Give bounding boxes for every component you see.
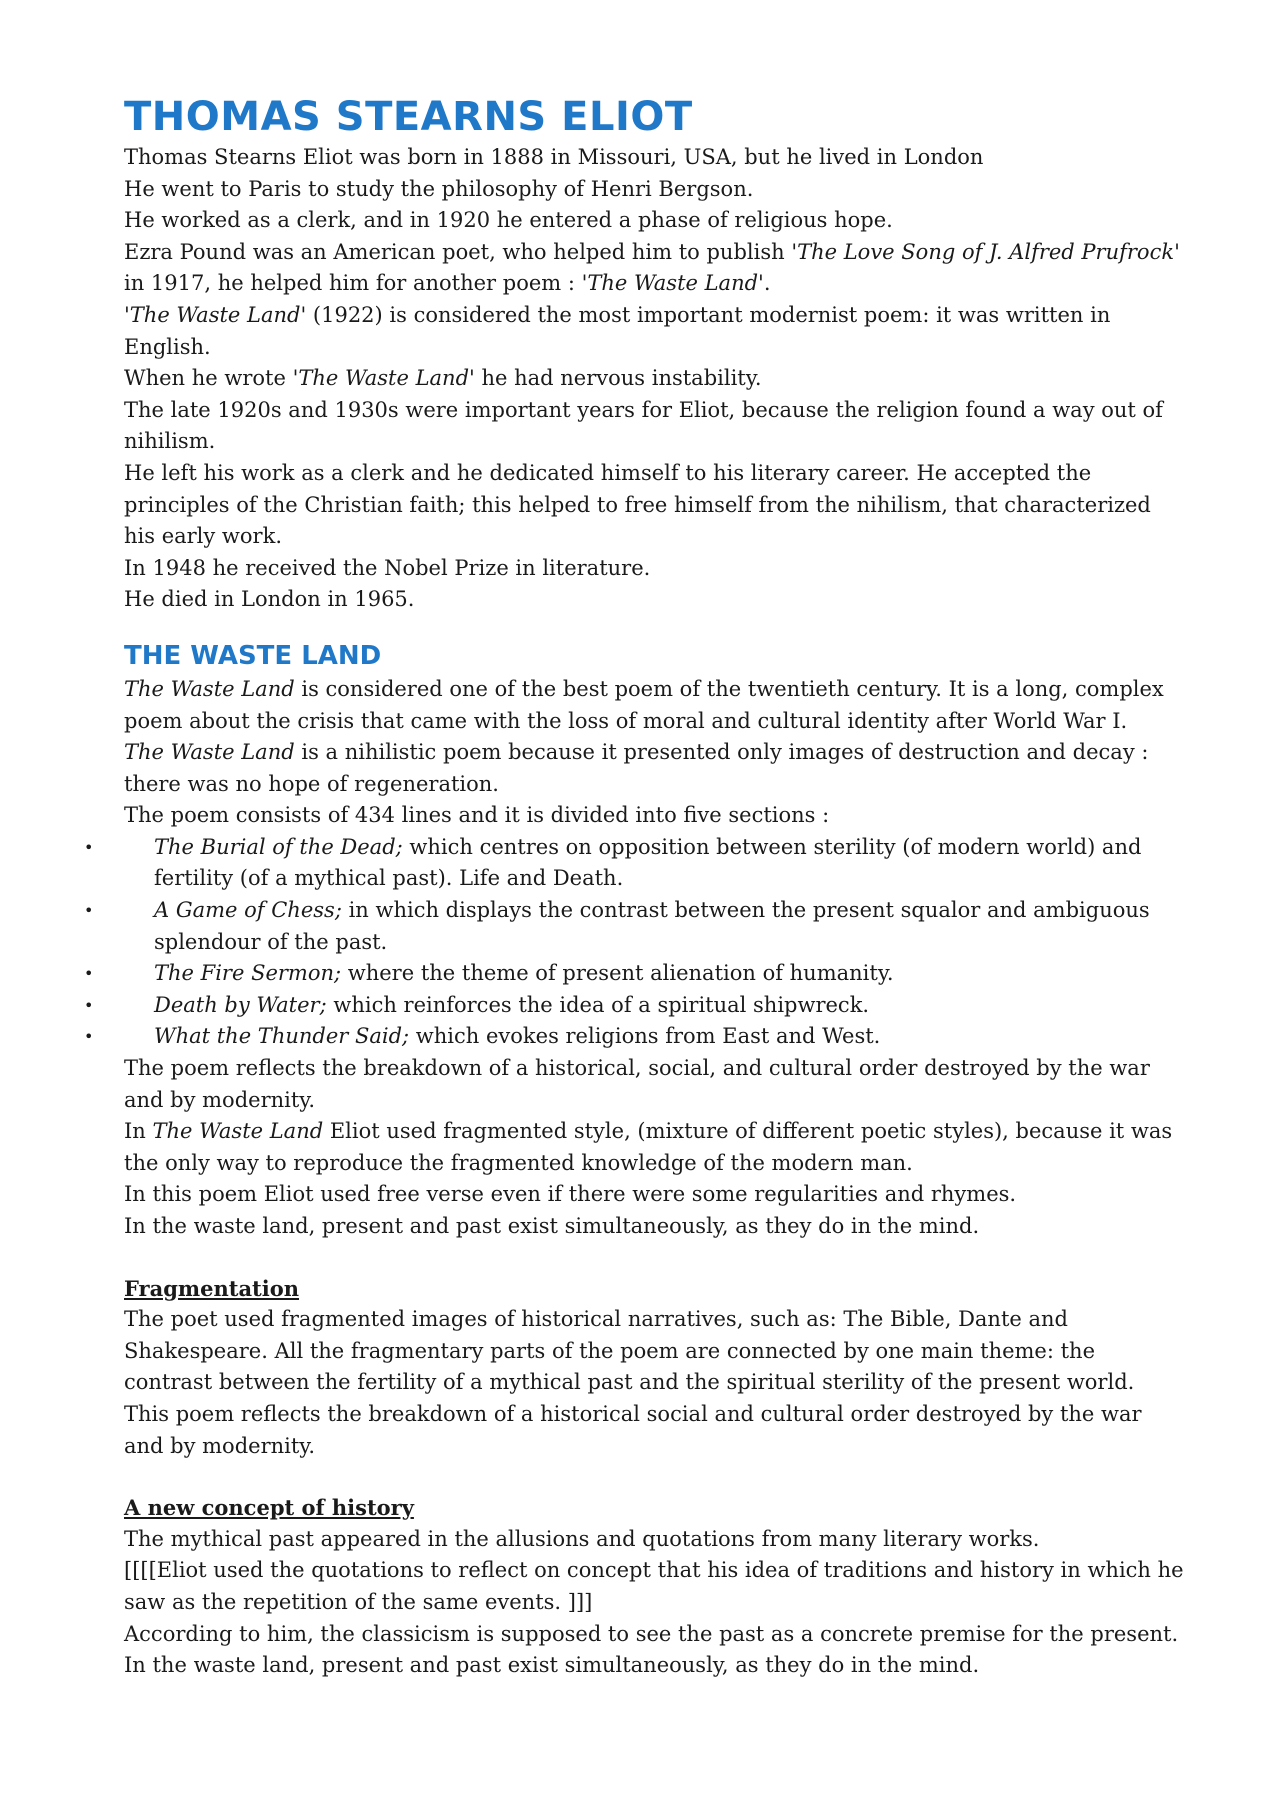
spacer <box>124 1243 1184 1273</box>
text-run: ' (1922) is considered the most important modernist poem: it was written in English. <box>124 302 1111 359</box>
italic-title: The Waste Land <box>298 366 470 391</box>
sections-list <box>84 832 1184 1053</box>
section-desc: which reinforces the idea of a spiritual shipwreck. <box>326 992 870 1017</box>
history-line: The mythical past appeared in the allusions and quotations from many literary works. <box>124 1526 1040 1551</box>
bullet-icon: • <box>84 995 94 1015</box>
text-run: Ezra Pound was an American poet, who helped him to publish ' <box>124 239 798 264</box>
text-run: '. <box>758 271 771 296</box>
section-name: A Game of Chess; <box>154 898 342 923</box>
spacer <box>124 1462 1184 1492</box>
bullet-icon: • <box>84 1027 94 1047</box>
fragmentation-text: The poet used fragmented images of historical narratives, such as: The Bible, Dante and Shakespeare. All the fragmentary parts of the poem are connected by one main theme: the contrast between the fertility of a mythical past and the spiritual sterility of the present world. This poem reflects the breakdown of a historical social and cultural order destroyed by the war and by modernity. <box>124 1307 1142 1458</box>
text-run: is considered one of the best poem of the twentieth century. It is a long, complex poem about the crisis that came with the loss of moral and cultural identity after World War I. <box>124 676 1164 733</box>
section-desc: in which displays the contrast between the present squalor and ambiguous splendour of the past. <box>154 898 1150 954</box>
bio-wrote <box>124 363 1184 395</box>
text-run: ' in 1917, he helped him for another poem : ' <box>124 239 1180 296</box>
section-desc: which centres on opposition between sterility (of modern world) and fertility (of a mythical past). Life and Death. <box>154 834 1142 891</box>
waste-sections-intro: The poem consists of 434 lines and it is divided into five sections : <box>124 803 830 828</box>
text-run: is a nihilistic poem because it presented only images of destruction and decay : there was no hope of regeneration. <box>124 740 1149 796</box>
bio-line: He went to Paris to study the philosophy of Henri Bergson. <box>124 176 754 201</box>
bullet-icon: • <box>84 837 94 857</box>
list-item <box>84 958 1184 990</box>
waste-style <box>124 1116 1184 1179</box>
spacer <box>124 616 1184 638</box>
history-line: [[[[Eliot used the quotations to reflect on concept that his idea of traditions and history in which he saw as the repetition of the same events. ]]] <box>124 1558 1184 1614</box>
bio-waste <box>124 300 1184 363</box>
list-item <box>84 1021 1184 1053</box>
text-run: When he wrote ' <box>124 366 299 391</box>
bio-line: He worked as a clerk, and in 1920 he entered a phase of religious hope. <box>124 208 893 233</box>
bio-pound <box>124 237 1184 300</box>
italic-title: The Waste Land <box>124 740 295 765</box>
italic-title: The Waste Land <box>124 676 295 701</box>
list-item <box>84 990 1184 1022</box>
history-line: According to him, the classicism is supposed to see the past as a concrete premise for the present. <box>124 1621 1179 1646</box>
section-title-waste-land: THE WASTE LAND <box>124 640 382 671</box>
section-name: What the Thunder Said; <box>154 1024 410 1049</box>
bio-line: The late 1920s and 1930s were important years for Eliot, because the religion found a way out of nihilism. <box>124 397 1163 454</box>
section-name: Death by Water; <box>154 992 327 1017</box>
fragmentation-heading: Fragmentation <box>124 1275 300 1301</box>
bio-line: In 1948 he received the Nobel Prize in literature. <box>124 555 651 580</box>
section-desc: where the theme of present alienation of humanity. <box>341 961 894 986</box>
bio-line: Thomas Stearns Eliot was born in 1888 in Missouri, USA, but he lived in London <box>124 145 984 169</box>
bullet-icon: • <box>84 964 94 984</box>
history-heading: A new concept of history <box>124 1495 414 1521</box>
italic-title: The Waste Land <box>587 271 759 296</box>
history-line: In the waste land, present and past exist simultaneously, as they do in the mind. <box>124 1653 980 1678</box>
italic-title: The Waste Land <box>129 302 301 327</box>
section-desc: which evokes religions from East and West. <box>409 1024 881 1049</box>
waste-intro <box>124 674 1184 737</box>
text-run: In <box>124 1119 153 1144</box>
waste-verse: In this poem Eliot used free verse even if there were some regularities and rhymes. <box>124 1182 1017 1207</box>
section-name: The Burial of the Dead; <box>154 834 403 859</box>
waste-time: In the waste land, present and past exist simultaneously, as they do in the mind. <box>124 1214 980 1238</box>
bullet-icon: • <box>84 901 94 921</box>
waste-nihilistic <box>124 737 1184 800</box>
text-run: Eliot used fragmented style, (mixture of different poetic styles), because it was the only way to reproduce the fragmented knowledge of the modern man. <box>124 1119 1173 1175</box>
bio-line: He left his work as a clerk and he dedicated himself to his literary career. He accepted the principles of the Christian faith; this helped to free himself from the nihilism, that characterized his early work. <box>124 460 1151 549</box>
waste-breakdown: The poem reflects the breakdown of a historical, social, and cultural order destroyed by the war and by modernity. <box>124 1056 1150 1112</box>
italic-title: The Waste Land <box>152 1119 324 1144</box>
section-name: The Fire Sermon; <box>154 961 342 986</box>
text-run: ' <box>124 302 130 327</box>
text-run: ' he had nervous instability. <box>469 366 762 391</box>
italic-title: The Love Song of J. Alfred Prufrock <box>797 239 1175 264</box>
list-item <box>84 832 1184 895</box>
page-title: THOMAS STEARNS ELIOT <box>124 94 693 140</box>
document-content <box>84 92 1184 1682</box>
list-item <box>84 895 1184 958</box>
bio-line: He died in London in 1965. <box>124 587 415 612</box>
